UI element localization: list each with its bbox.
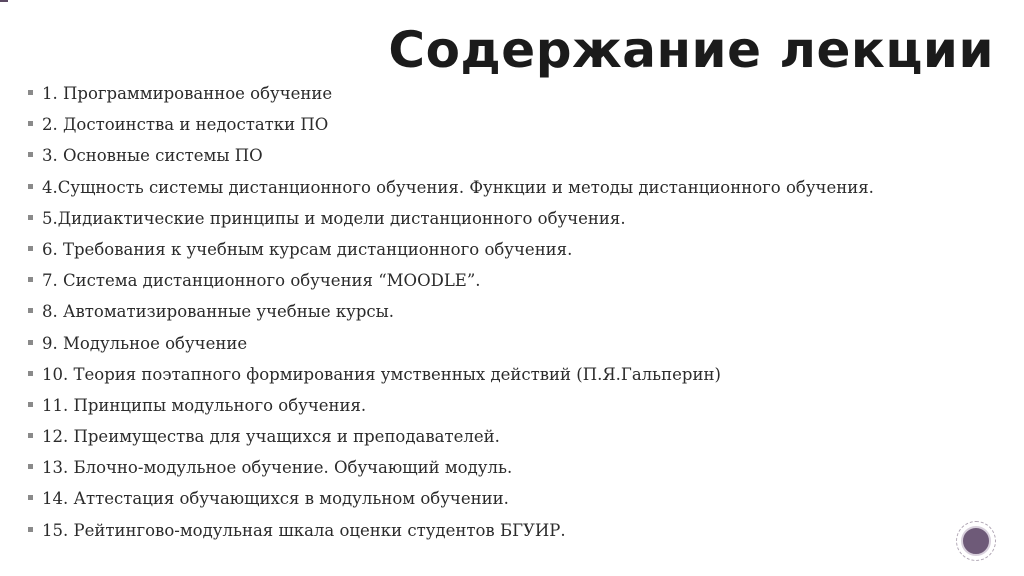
bullet-icon: [28, 464, 33, 469]
list-item-text: 11. Принципы модульного обучения.: [42, 395, 367, 415]
list-item: [28, 265, 988, 296]
list-item-text: 4.Сущность системы дистанционного обучения. Функции и методы дистанционного обучения.: [42, 177, 874, 197]
slide-title: Содержание лекции: [388, 21, 994, 79]
slide-nav-circle-icon: [961, 526, 991, 556]
bullet-icon: [28, 371, 33, 376]
list-item: [28, 78, 988, 109]
list-item: [28, 203, 988, 234]
list-item-text: 9. Модульное обучение: [42, 333, 248, 353]
bullet-icon: [28, 184, 33, 189]
list-item: [28, 421, 988, 452]
list-item-text: 2. Достоинства и недостатки ПО: [42, 115, 329, 135]
list-item-text: 6. Требования к учебным курсам дистанционного обучения.: [42, 239, 573, 259]
list-item: [28, 483, 988, 514]
list-item: [28, 359, 988, 390]
list-item-text: 7. Система дистанционного обучения “MOODLE”.: [42, 271, 481, 291]
corner-decoration: [0, 0, 8, 2]
list-item-text: 3. Основные системы ПО: [42, 146, 263, 166]
list-item-text: 8. Автоматизированные учебные курсы.: [42, 302, 395, 322]
bullet-icon: [28, 121, 33, 126]
bullet-icon: [28, 277, 33, 282]
slide-nav-button[interactable]: [956, 521, 996, 561]
list-item: [28, 328, 988, 359]
list-item-text: 5.Дидиактические принципы и модели дистанционного обучения.: [42, 208, 626, 228]
contents-list: [28, 78, 988, 546]
list-item: [28, 140, 988, 171]
bullet-icon: [28, 495, 33, 500]
list-item: [28, 390, 988, 421]
list-item: [28, 515, 988, 546]
bullet-icon: [28, 402, 33, 407]
list-item: [28, 296, 988, 327]
bullet-icon: [28, 308, 33, 313]
list-item-text: 10. Теория поэтапного формирования умственных действий (П.Я.Гальперин): [42, 364, 721, 384]
list-item-text: 13. Блочно-модульное обучение. Обучающий модуль.: [42, 458, 513, 478]
list-item: [28, 234, 988, 265]
bullet-icon: [28, 246, 33, 251]
bullet-icon: [28, 152, 33, 157]
bullet-icon: [28, 433, 33, 438]
list-item-text: 12. Преимущества для учащихся и преподавателей.: [42, 427, 500, 447]
bullet-icon: [28, 215, 33, 220]
list-item: [28, 172, 988, 203]
list-item-text: 14. Аттестация обучающихся в модульном обучении.: [42, 489, 509, 509]
list-item-text: 1. Программированное обучение: [42, 84, 333, 103]
list-item: [28, 109, 988, 140]
bullet-icon: [28, 90, 33, 95]
list-item-text: 15. Рейтингово-модульная шкала оценки студентов БГУИР.: [42, 520, 566, 540]
list-item: [28, 452, 988, 483]
bullet-icon: [28, 527, 33, 532]
bullet-icon: [28, 340, 33, 345]
